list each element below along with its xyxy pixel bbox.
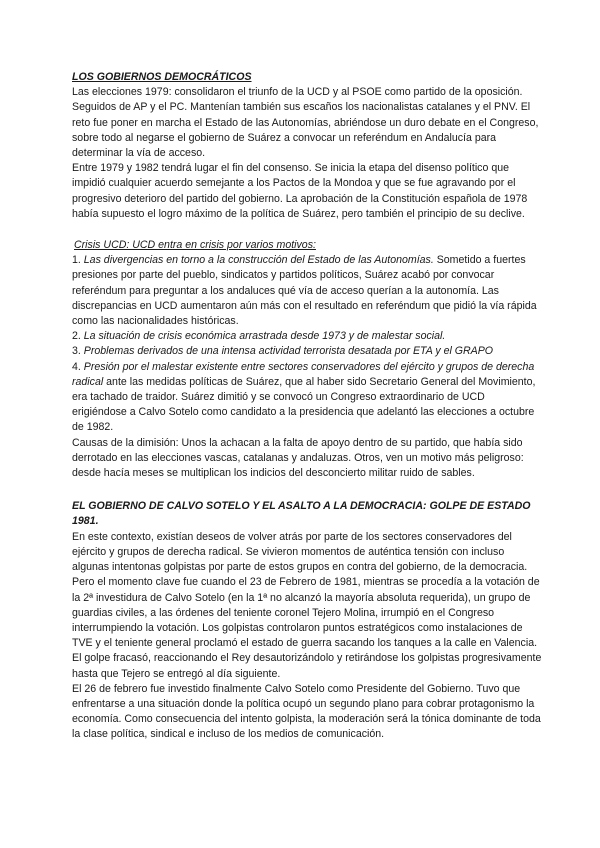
crisis-item-3 [72, 344, 542, 359]
document-page [72, 70, 542, 743]
paragraph-contexto-golpe: En este contexto, existían deseos de volver atrás por parte de los sectores conservadores del ejército y grupos de derecha radical. Se vivieron momentos de auténtica tensión con incluso algunas intentonas golpistas por parte de estos grupos en contra del gobierno, de la democracia. Pero el momento clave fue cuando el 23 de Febrero de 1981, mientras se procedía a la votación de la 2ª investidura de Calvo Sotelo (en la 1ª no alcanzó la mayoría absoluta requerida), un grupo de guardias civiles, a las órdenes del teniente coronel Tejero Molina, irrumpió en el Congreso interrumpiendo la votación. Los golpistas controlaron puntos estratégicos como instalaciones de TVE y el teniente general proclamó el estado de guerra sacando los tanques a la calle en Valencia. El golpe fracasó, reaccionando el Rey desautorizándolo y retirándose los golpistas progresivamente hasta que Tejero se entregó al día siguiente. [72, 530, 542, 680]
crisis-item-1-number: 1. [72, 254, 84, 267]
paragraph-causas-dimision: Causas de la dimisión: Unos la achacan a la falta de apoyo dentro de su partido, que había sido derrotado en las elecciones vascas, catalanas y andaluzas. Otros, ven un motivo más peligroso: desde hacía meses se multiplican los indicios del desconcierto militar ruido de sables. [72, 436, 524, 480]
spacer [72, 481, 542, 499]
paragraph-elecciones-1979: Las elecciones 1979: consolidaron el triunfo de la UCD y al PSOE como partido de la oposición. Seguidos de AP y el PC. Mantenían también sus escaños los nacionalistas catalanes y el PNV. El reto fue poner en marcha el Estado de las Autonomías, abriéndose un duro debate en el Congreso, sobre todo al negarse el gobierno de Suárez a convocar un referéndum en Andalucía para determinar la vía de acceso. [72, 86, 539, 160]
crisis-item-1-text: Sometido a fuertes presiones por parte del pueblo, sindicatos y partidos políticos, Suárez acabó por convocar referéndum para preguntar a los andaluces qué vía de acceso querían a la autonomía. Las discrepancias en UCD aumentaron aún más con el resultado en referéndum que pidió la vía rápida como las nacionalidades históricas. [72, 254, 537, 328]
section-title-gobiernos-democraticos: LOS GOBIERNOS DEMOCRÁTICOS [72, 71, 252, 83]
crisis-ucd-heading: Crisis UCD: UCD entra en crisis por varios motivos: [74, 239, 316, 252]
crisis-item-4-title: Presión por el malestar existente entre sectores conservadores del ejército y grupos de derecha radical [72, 360, 535, 388]
crisis-item-1 [72, 253, 542, 329]
crisis-item-2-title: La situación de crisis económica arrastrada desde 1973 y de malestar social. [83, 330, 446, 343]
crisis-item-3-number: 3. [72, 345, 84, 358]
paragraph-investidura-calvo-sotelo: El 26 de febrero fue investido finalmente Calvo Sotelo como Presidente del Gobierno. Tuvo que enfrentarse a una situación donde la política ocupó un segundo plano para cobrar protagonismo la economía. Como consecuencia del intento golpista, la moderación será la tónica dominante de toda la clase política, sindical e incluso de los medios de comunicación. [72, 682, 541, 741]
crisis-item-4 [72, 360, 542, 436]
crisis-item-3-title: Problemas derivados de una intensa actividad terrorista desatada por ETA y el GRAPO [83, 345, 494, 358]
crisis-item-1-title: Las divergencias en torno a la construcción del Estado de las Autonomías. [83, 254, 434, 267]
spacer [72, 222, 542, 238]
section-title-calvo-sotelo: EL GOBIERNO DE CALVO SOTELO Y EL ASALTO A LA DEMOCRACIA: GOLPE DE ESTADO 1981. [72, 500, 531, 528]
crisis-item-4-text: ante las medidas políticas de Suárez, que al haber sido Secretario General del Movimiento, era tachado de traidor. Suárez dimitió y se convocó un Congreso extraordinario de UCD erigiéndose a Calvo Sotelo como candidato a la presidencia que adelantó las elecciones a octubre de 1982. [72, 375, 536, 434]
crisis-item-2 [72, 329, 542, 344]
crisis-item-2-number: 2. [72, 330, 84, 343]
crisis-item-4-number: 4. [72, 360, 84, 373]
paragraph-fin-consenso: Entre 1979 y 1982 tendrá lugar el fin del consenso. Se inicia la etapa del disenso político que impidió cualquier acuerdo semejante a los Pactos de la Mondoa y que se fue agravando por el progresivo deterioro del partido del gobierno. La aprobación de la Constitución española de 1978 había supuesto el logro máximo de la política de Suárez, pero también el principio de su declive. [72, 162, 528, 220]
